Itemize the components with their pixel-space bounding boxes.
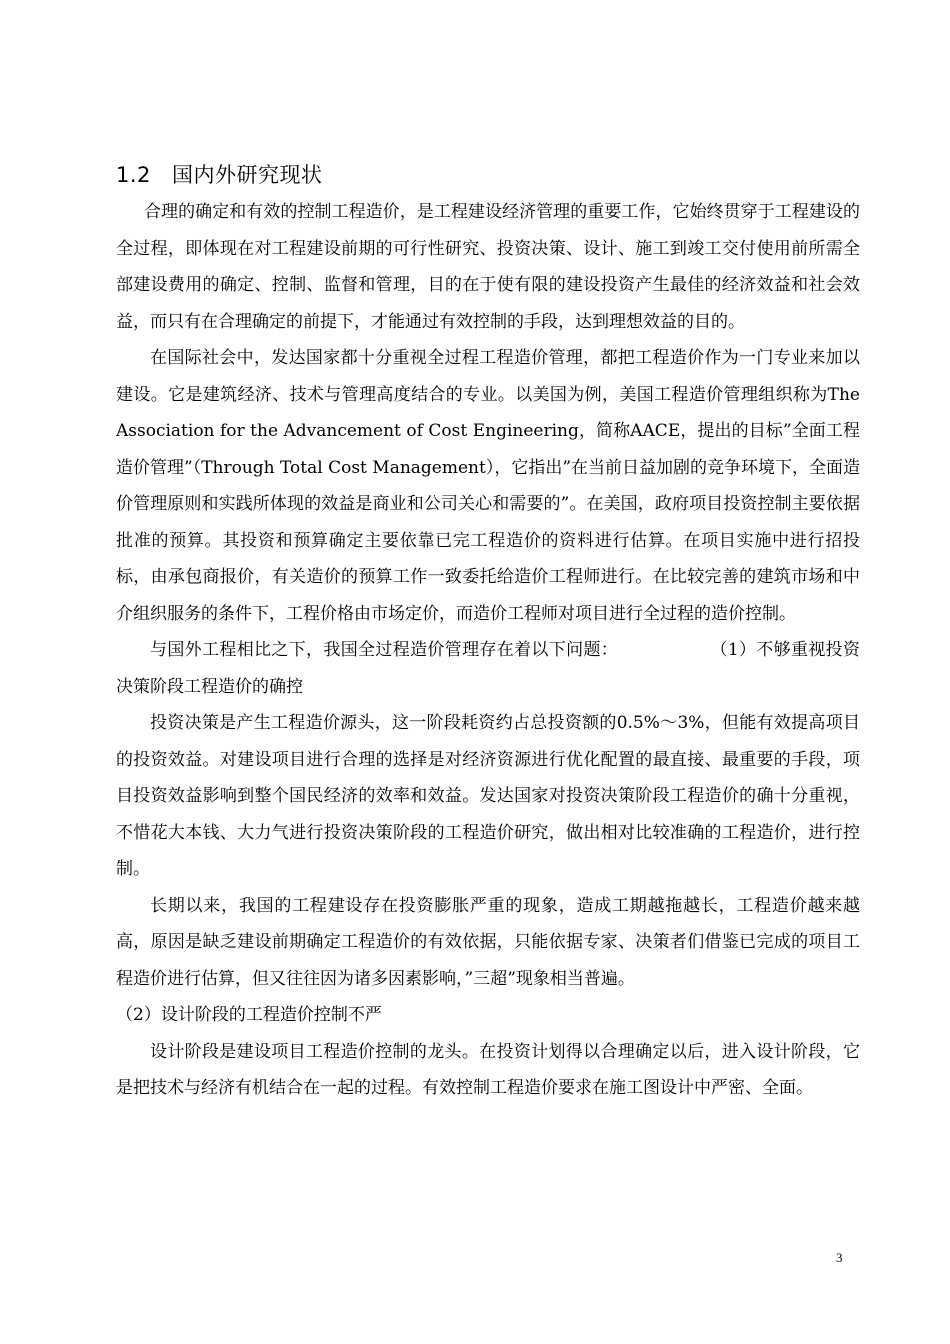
paragraph-5: 长期以来，我国的工程建设存在投资膨胀严重的现象，造成工期越拖越长，工程造价越来越高，原因是缺乏建设前期确定工程造价的有效依据，只能依据专家、决策者们借鉴已完成的项目工程造价进行估算，但又往往因为诸多因素影响，”三超”现象相当普遍。 — [116, 895, 860, 989]
paragraph-2: 在国际社会中，发达国家都十分重视全过程工程造价管理，都把工程造价作为一门专业来加以建设。它是建筑经济、技术与管理高度结合的专业。以美国为例，美国工程造价管理组织称为The Association for the Advancement of Cost Engineering，简称AACE，提出的目标”全面工程造价管理”（Through Total Cost Management），它指出”在当前日益加剧的竞争环境下，全面造价管理原则和实践所体现的效益是商业和公司关心和需要的”。在美国，政府项目投资控制主要依据批准的预算。其投资和预算确定主要依靠已完工程造价的资料进行估算。在项目实施中进行招投标，由承包商报价，有关造价的预算工作一致委托给造价工程师进行。在比较完善的建筑市场和中介组织服务的条件下，工程价格由市场定价，而造价工程师对项目进行全过程的造价控制。 — [116, 348, 861, 624]
paragraph-3-lead: 与国外工程相比之下，我国全过程造价管理存在着以下问题： — [150, 640, 619, 660]
paragraph-3-item: （1）不够重视投资决策阶段工程造价的确控 — [116, 640, 860, 697]
section-number: 1.2 — [116, 163, 151, 187]
page-number: 3 — [836, 1250, 843, 1265]
paragraph-4: 投资决策是产生工程造价源头，这一阶段耗资约占总投资额的0.5%～3%，但能有效提高项目的投资效益。对建设项目进行合理的选择是对经济资源进行优化配置的最直接、最重要的手段，项目投资效益影响到整个国民经济的效率和效益。发达国家对投资决策阶段工程造价的确十分重视，不惜花大本钱、大力气进行投资决策阶段的工程造价研究，做出相对比较准确的工程造价，进行控制。 — [116, 713, 860, 879]
paragraph-1: 合理的确定和有效的控制工程造价，是工程建设经济管理的重要工作，它始终贯穿于工程建设的全过程，即体现在对工程建设前期的可行性研究、投资决策、设计、施工到竣工交付使用前所需全部建设费用的确定、控制、监督和管理，目的在于使有限的建设投资产生最佳的经济效益和社会效益，而只有在合理确定的前提下，才能通过有效控制的手段，达到理想效益的目的。 — [116, 202, 860, 332]
section-title: 国内外研究现状 — [172, 163, 323, 187]
subheading-2: （2）设计阶段的工程造价控制不严 — [116, 1005, 382, 1025]
page-body — [116, 158, 860, 1107]
paragraph-7: 设计阶段是建设项目工程造价控制的龙头。在投资计划得以合理确定以后，进入设计阶段，它是把技术与经济有机结合在一起的过程。有效控制工程造价要求在施工图设计中严密、全面。 — [116, 1041, 860, 1098]
section-heading — [116, 158, 860, 192]
paragraph-3 — [116, 632, 860, 705]
